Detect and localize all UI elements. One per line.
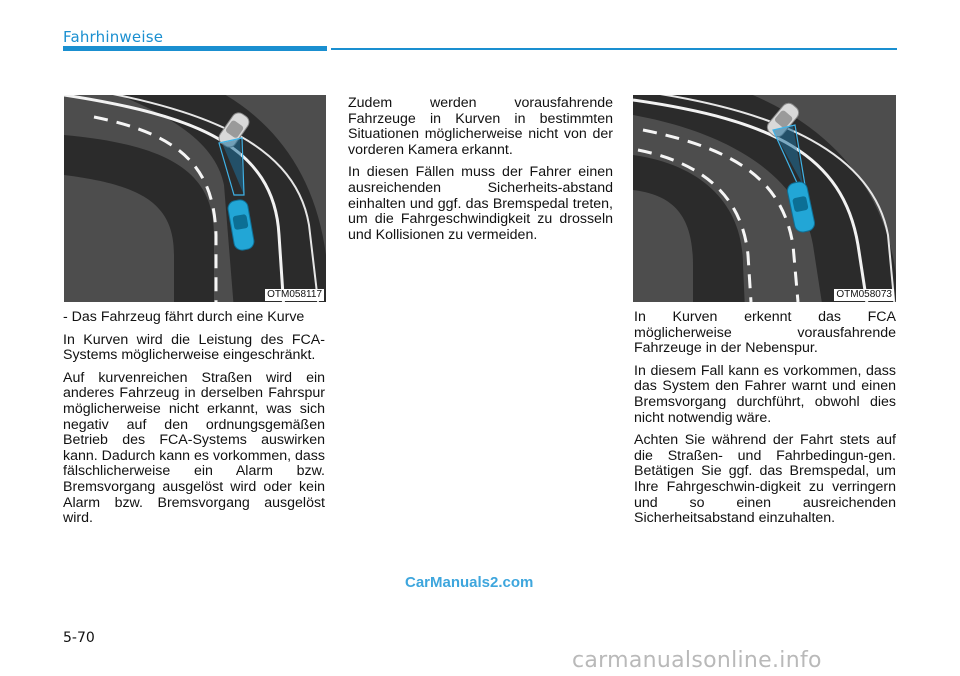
column-middle [348, 96, 613, 250]
watermark-link[interactable]: CarManuals2.com [405, 574, 534, 591]
figure-code-left: OTM058117 [267, 289, 322, 300]
bullet-curve: - Das Fahrzeug fährt durch eine Kurve [63, 309, 305, 325]
curve-road-drawing [64, 95, 326, 302]
paragraph: Achten Sie während der Fahrt stets auf die Straßen- und Fahrbedingun-gen. Betätigen Sie ggf. das Bremspedal, um Ihre Fahrgeschwin-digkeit zu verringern und so einen ausreichenden Sicherheitsabstand einzuhalten. [634, 432, 896, 527]
paragraph: Zudem werden vorausfahrende Fahrzeuge in Kurven in bestimmten Situationen möglicherweise nicht von der vorderen Kamera erkannt. [348, 95, 613, 158]
paragraph: Auf kurvenreichen Straßen wird ein anderes Fahrzeug in derselben Fahrspur möglicherweise nicht erkannt, was sich negativ auf den ordnungsgemäßen Betrieb des FCA-Systems auswirken kann. Dadurch kann es vorkommen, dass fälschlicherweise ein Alarm bzw. Bremsvorgang ausgelöst wird oder kein Alarm bzw. Bremsvorgang ausgelöst wird. [63, 369, 325, 527]
page-number: 5-70 [63, 630, 95, 646]
paragraph: In diesen Fällen muss der Fahrer einen ausreichenden Sicherheits-abstand einhalten und ggf. das Bremspedal treten, um die Fahrgeschwindigkeit zu drosseln und Kollisionen zu vermeiden. [348, 164, 613, 243]
curve-road-drawing-right [633, 95, 896, 302]
curve-illustration-same-lane [64, 95, 326, 302]
paragraph: In diesem Fall kann es vorkommen, dass das System den Fahrer warnt und einen Bremsvorgang durchführt, obwohl dies nicht notwendig wäre. [634, 362, 896, 426]
curve-illustration-adjacent-lane [633, 95, 896, 302]
column-left [63, 310, 325, 534]
column-right [634, 310, 896, 534]
paragraph: In Kurven wird die Leistung des FCA-Systems möglicherweise eingeschränkt. [63, 331, 325, 364]
figure-code-right: OTM058073 [836, 289, 892, 300]
footer-site-watermark: carmanualsonline.info [572, 648, 822, 673]
header-rule-thick [63, 46, 327, 51]
paragraph: In Kurven erkennt das FCA möglicherweise vorausfahrende Fahrzeuge in der Nebenspur. [634, 309, 896, 357]
header-rule-thin [331, 48, 897, 50]
section-title: Fahrhinweise [63, 28, 164, 46]
